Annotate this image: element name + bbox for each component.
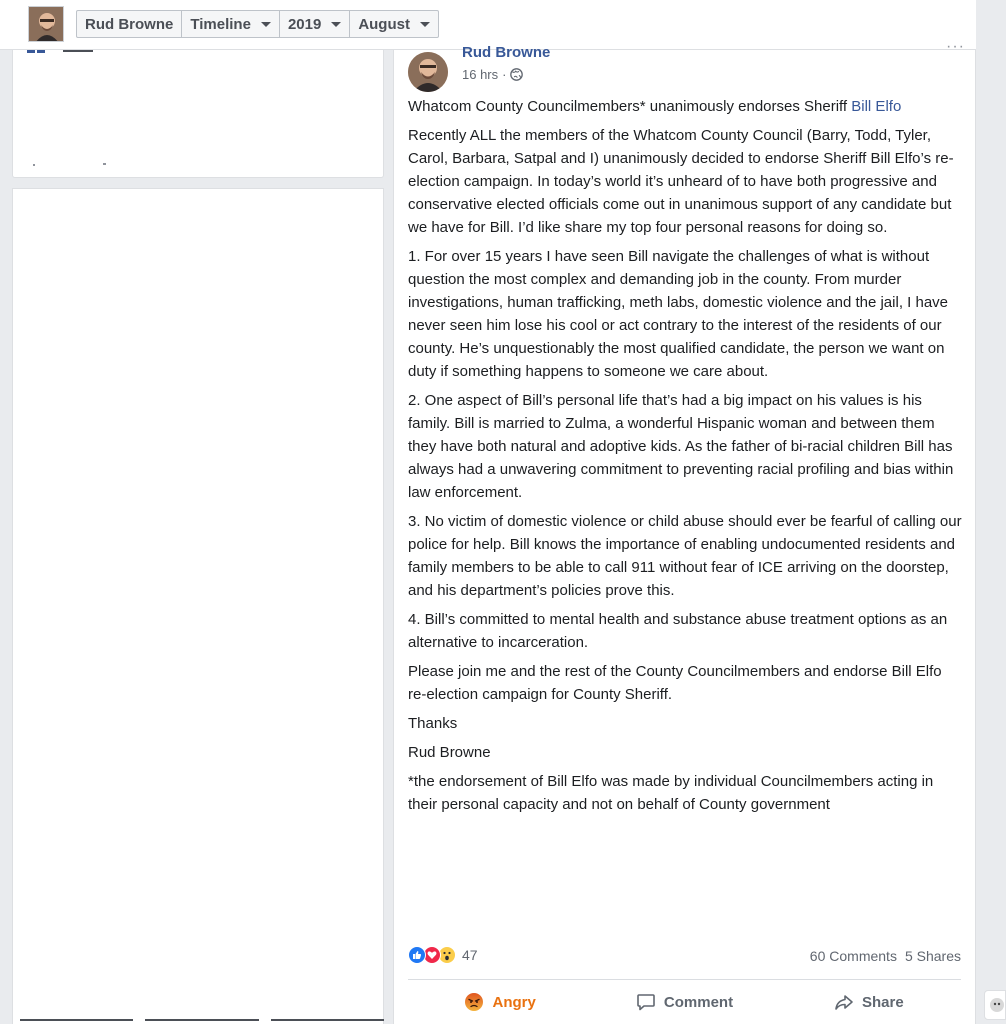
nav-section-dropdown[interactable] [182,11,280,37]
angry-reaction-button[interactable] [408,983,592,1021]
cropped-thumbnails-edge [20,1019,384,1022]
globe-icon[interactable] [510,68,523,81]
comments-count-link[interactable]: 60 Comments [809,948,897,964]
reaction-count: 47 [462,947,478,963]
share-button-label: Share [861,993,904,1011]
chevron-down-icon [331,22,341,27]
post-meta [462,67,523,82]
nav-year-dropdown[interactable] [280,11,350,37]
post-paragraph: 2. One aspect of Bill’s personal life that’s had a big impact on his values is his family. Bill is married to Zulma, a wonderful Hispanic woman and between them they have both natural and adoptive kids. As the father of bi-racial children Bill has always had a unwavering commitment to preventing racial profiling and bias within law enforcement. [408,392,954,501]
chevron-down-icon [261,22,271,27]
cropped-content-fragment [27,50,107,56]
bill-elfo-link[interactable]: Bill Elfo [851,98,902,115]
actions-divider [408,979,961,980]
angry-face-icon [464,992,484,1012]
chat-avatar-icon [985,991,1005,1019]
post-timestamp[interactable]: 16 hrs [462,67,499,82]
reaction-summary[interactable] [408,946,478,964]
post-body [408,95,964,822]
nav-section-label: Timeline [190,15,251,33]
comment-icon [636,992,656,1012]
shares-count-link[interactable]: 5 Shares [904,948,961,964]
comment-button[interactable] [592,983,776,1021]
nav-year-label: 2019 [287,15,322,33]
left-column-card [12,188,384,1024]
top-nav-bar [0,0,976,50]
post-paragraph: 1. For over 15 years I have seen Bill navigate the challenges of what is without question the most complex and demanding job in the county. From murder investigations, human trafficking, meth labs, domestic violence and the jail, I have never seen him lose his cool or act contrary to the interest of the residents of our county. He’s unquestionably the most qualified candidate, the person we want on duty if something happens to someone we care about. [408,248,949,380]
author-photo-icon [408,52,448,92]
nav-month-label: August [358,15,410,33]
post-action-bar [408,983,961,1021]
headline-text: Whatcom County Councilmembers* unanimously endorses Sheriff [408,98,852,115]
thumbnail-edge [271,1019,384,1021]
post-paragraph: *the endorsement of Bill Elfo was made by individual Councilmembers acting in their personal capacity and not on behalf of County government [408,773,934,813]
chevron-down-icon [420,22,430,27]
feed-post [393,38,976,1024]
post-paragraph: Thanks [408,715,458,732]
post-paragraph: Recently ALL the members of the Whatcom County Council (Barry, Todd, Tyler, Carol, Barbara, Satpal and I) unanimously decided to endorse Sheriff Bill Elfo’s re-election campaign. In today’s world it’s unheard of to have both progressive and conservative elected officials come out in unanimous support of any candidate but we have for Bill. I’d like share my top four personal reasons for doing so. [408,127,954,236]
thumbnail-edge [145,1019,258,1021]
post-headline [408,95,964,118]
left-column-card [12,50,384,178]
post-options-icon[interactable]: ··· [946,38,965,55]
author-avatar[interactable] [408,52,448,92]
nav-profile-label: Rud Browne [85,15,174,33]
cropped-content-fragment [33,162,123,168]
share-icon [834,992,854,1012]
profile-photo-icon [29,7,64,42]
comment-button-label: Comment [663,993,734,1011]
timeline-nav-group [76,10,439,38]
nav-month-dropdown[interactable] [350,11,438,37]
share-button[interactable] [777,983,961,1021]
profile-avatar[interactable] [28,6,64,42]
thumbnail-edge [20,1019,133,1021]
like-reaction-icon [408,946,426,964]
nav-profile-button[interactable] [77,11,182,37]
post-paragraph: 3. No victim of domestic violence or child abuse should ever be fearful of calling our police for help. Bill knows the importance of enabling undocumented residents and family members to be able to call 911 without fear of ICE arriving on the doorstep, and his department’s policies prove this. [408,513,962,599]
post-paragraph: Rud Browne [408,744,491,761]
angry-button-label: Angry [492,993,536,1011]
post-paragraph: 4. Bill’s committed to mental health and substance abuse treatment options as an alternative to incarceration. [408,611,948,651]
post-paragraph: Please join me and the rest of the County Councilmembers and endorse Bill Elfo re-election campaign for County Sheriff. [408,663,942,703]
meta-separator: · [502,67,507,82]
engagement-counts [810,948,961,964]
post-author-link[interactable]: Rud Browne [462,44,551,61]
chat-sidebar-avatar[interactable] [984,990,1006,1020]
